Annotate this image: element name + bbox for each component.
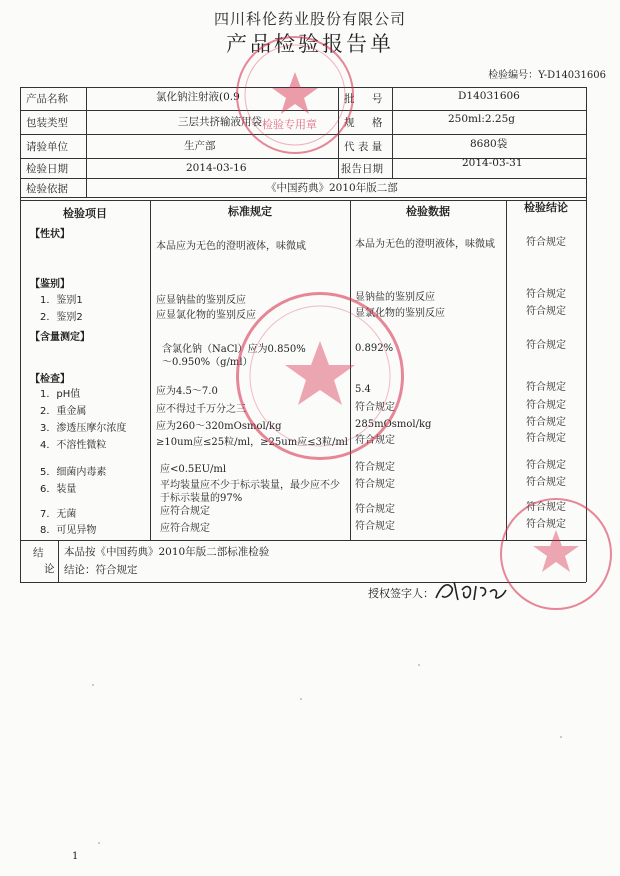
inspect-date-value: 2014-03-16 bbox=[186, 162, 247, 174]
section-appearance: 【性状】 bbox=[30, 229, 70, 240]
sample-value: 8680袋 bbox=[470, 138, 508, 150]
conc-visible-particles: 符合规定 bbox=[526, 519, 566, 530]
item-particles: 4．不溶性微粒 bbox=[40, 440, 107, 451]
item-ph: 1．pH值 bbox=[40, 389, 81, 400]
report-number bbox=[488, 66, 606, 81]
section-tests: 【检查】 bbox=[30, 374, 70, 385]
conc-heavy-metals: 符合规定 bbox=[526, 400, 566, 411]
rule bbox=[58, 540, 59, 582]
conclusion-line-1: 本品按《中国药典》2010年版二部标准检验 bbox=[64, 546, 270, 558]
report-number-label: 检验编号： bbox=[488, 70, 539, 81]
rule bbox=[20, 178, 586, 179]
std-appearance: 本品应为无色的澄明液体，味微咸 bbox=[156, 241, 306, 252]
scan-speck bbox=[300, 698, 302, 700]
section-assay: 【含量测定】 bbox=[30, 332, 90, 343]
conclusion-label-1: 结 bbox=[33, 547, 44, 559]
data-visible-particles: 符合规定 bbox=[355, 521, 395, 532]
rule bbox=[150, 200, 151, 540]
basis-value: 《中国药典》2010年版二部 bbox=[266, 182, 398, 194]
data-appearance: 本品为无色的澄明液体，味微咸 bbox=[355, 239, 495, 250]
inspection-stamp bbox=[236, 36, 354, 154]
stamp-text: 检验专用章 bbox=[262, 118, 317, 131]
item-visible-particles: 8．可见异物 bbox=[40, 525, 97, 536]
std-visible-particles: 应符合规定 bbox=[160, 523, 210, 534]
conclusion-line-2: 结论：符合规定 bbox=[64, 564, 138, 576]
conc-osmolality: 符合规定 bbox=[526, 417, 566, 428]
conc-sterility: 符合规定 bbox=[526, 502, 566, 513]
package-value: 三层共挤输液用袋 bbox=[178, 116, 262, 128]
rule bbox=[392, 87, 393, 178]
data-sterility: 符合规定 bbox=[355, 504, 395, 515]
rule bbox=[20, 197, 586, 198]
conc-ph: 符合规定 bbox=[526, 382, 566, 393]
conc-fill-volume: 符合规定 bbox=[526, 477, 566, 488]
signer-label: 授权签字人： bbox=[368, 587, 434, 600]
spec-label: 规 格 bbox=[344, 117, 383, 129]
item-identification-1: 1．鉴别1 bbox=[40, 295, 83, 306]
col-header-item: 检验项目 bbox=[63, 207, 107, 220]
scan-speck bbox=[92, 684, 94, 686]
requester-value: 生产部 bbox=[184, 140, 216, 152]
rule bbox=[20, 200, 586, 201]
data-osmolality: 285mOsmol/kg bbox=[355, 419, 432, 430]
std-particles: ≥10um应≤25粒/ml，≥25um应≤3粒/ml bbox=[156, 437, 348, 448]
conclusion-label-2: 论 bbox=[44, 563, 55, 575]
inspect-date-label: 检验日期 bbox=[26, 163, 68, 175]
data-particles: 符合规定 bbox=[355, 435, 395, 446]
item-fill-volume: 6．装量 bbox=[40, 484, 77, 495]
section-identification: 【鉴别】 bbox=[30, 279, 70, 290]
data-identification-1: 显钠盐的鉴别反应 bbox=[355, 292, 435, 303]
conc-particles: 符合规定 bbox=[526, 433, 566, 444]
item-sterility: 7．无菌 bbox=[40, 509, 77, 520]
rule bbox=[586, 87, 587, 197]
std-heavy-metals: 应不得过千万分之三 bbox=[156, 404, 246, 415]
requester-label: 请验单位 bbox=[26, 141, 68, 153]
std-sterility: 应符合规定 bbox=[160, 506, 210, 517]
report-number-value: Y-D14031606 bbox=[538, 70, 606, 81]
std-assay: 含氯化钠（NaCl）应为0.850%～0.950%（g/ml） bbox=[162, 344, 306, 368]
col-header-data: 检验数据 bbox=[406, 205, 450, 218]
company-stamp bbox=[236, 292, 404, 460]
data-ph: 5.4 bbox=[355, 384, 371, 395]
item-heavy-metals: 2．重金属 bbox=[40, 406, 87, 417]
conc-identification-2: 符合规定 bbox=[526, 306, 566, 317]
data-identification-2: 显氯化物的鉴别反应 bbox=[355, 308, 445, 319]
spec-value: 250ml:2.25g bbox=[448, 113, 515, 125]
package-label: 包装类型 bbox=[26, 117, 68, 129]
report-date-label: 报告日期 bbox=[341, 163, 383, 175]
item-osmolality: 3．渗透压摩尔浓度 bbox=[40, 423, 127, 434]
scan-speck bbox=[98, 842, 100, 844]
company-name: 四川科伦药业股份有限公司 bbox=[213, 10, 406, 28]
data-fill-volume: 符合规定 bbox=[355, 479, 395, 490]
conc-endotoxin: 符合规定 bbox=[526, 460, 566, 471]
std-osmolality: 应为260～320mOsmol/kg bbox=[156, 421, 282, 432]
scan-speck bbox=[418, 664, 420, 666]
batch-label: 批 号 bbox=[344, 93, 383, 105]
report-date-value: 2014-03-31 bbox=[462, 157, 523, 169]
rule bbox=[86, 87, 87, 197]
product-name-value: 氯化钠注射液(0.9 bbox=[156, 91, 240, 103]
data-assay: 0.892% bbox=[355, 343, 394, 354]
col-header-standard: 标准规定 bbox=[228, 205, 272, 218]
scan-speck bbox=[560, 736, 562, 738]
item-endotoxin: 5．细菌内毒素 bbox=[40, 467, 107, 478]
std-fill-volume: 平均装量应不少于标示装量，最少应不少于标示装量的97% bbox=[160, 480, 340, 504]
seal-stamp bbox=[500, 498, 612, 610]
conc-identification-1: 符合规定 bbox=[526, 289, 566, 300]
data-endotoxin: 符合规定 bbox=[355, 462, 395, 473]
batch-value: D14031606 bbox=[458, 90, 520, 102]
std-identification-1: 应显钠盐的鉴别反应 bbox=[156, 295, 246, 306]
report-title: 产品检验报告单 bbox=[226, 32, 394, 56]
std-ph: 应为4.5～7.0 bbox=[156, 386, 218, 397]
std-identification-2: 应显氯化物的鉴别反应 bbox=[156, 310, 256, 321]
conc-appearance: 符合规定 bbox=[526, 237, 566, 248]
product-name-label: 产品名称 bbox=[26, 93, 68, 105]
std-endotoxin: 应<0.5EU/ml bbox=[160, 464, 227, 475]
sample-label: 代 表 量 bbox=[344, 141, 383, 153]
item-identification-2: 2．鉴别2 bbox=[40, 312, 83, 323]
conc-assay: 符合规定 bbox=[526, 340, 566, 351]
col-header-conclusion: 检验结论 bbox=[524, 201, 568, 214]
basis-label: 检验依据 bbox=[26, 183, 68, 195]
data-heavy-metals: 符合规定 bbox=[355, 402, 395, 413]
page-number: 1 bbox=[72, 851, 79, 862]
rule bbox=[20, 87, 21, 197]
rule bbox=[20, 197, 21, 582]
